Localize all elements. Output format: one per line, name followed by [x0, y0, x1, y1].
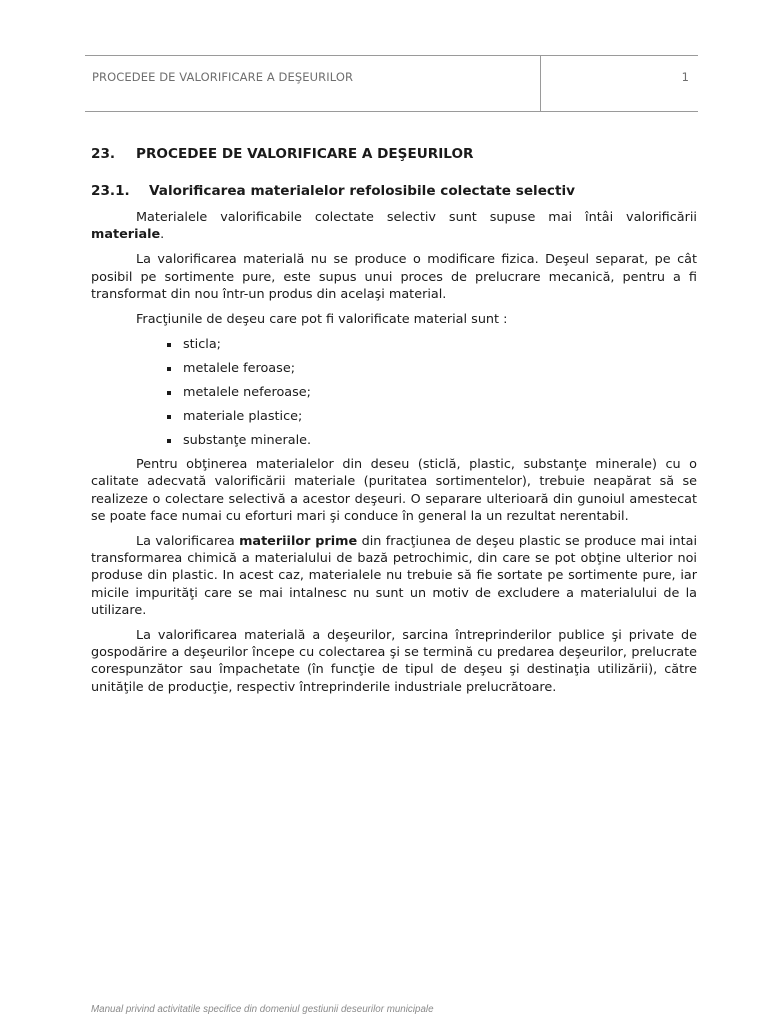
header-divider	[540, 56, 541, 111]
list-item	[166, 360, 697, 377]
p5-rest: din fracţiunea de deşeu plastic se produce mai intai transformarea chimică a materialului de bază petrochimic, din care se pot obţine ulterior noi produse din plastic. In acest caz, materialele nu trebuie să fie sortate pe sortimente pure, iar micile impurităţi care se mai intalnesc nu sunt un motiv de excludere a materialului de la utilizare.	[91, 534, 697, 618]
document-body	[91, 146, 697, 704]
paragraph-6: La valorificarea materială a deşeurilor, sarcina întreprinderilor publice şi private de gospodărire a deşeurilor începe cu colectarea şi se termină cu predarea deşeurilor, prelucrate corespunzător sau împachetate (în funcţie de tipul de deşeu şi destinaţia utilizării), către unităţile de producţie, respectiv întreprinderile industriale prelucrătoare.	[91, 628, 697, 695]
bullet-icon	[167, 391, 171, 395]
list-item	[166, 432, 697, 449]
section-number: 23.	[91, 146, 116, 162]
header-title: PROCEDEE DE VALORIFICARE A DEŞEURILOR	[92, 70, 354, 84]
p1-text: Materialele valorificabile colectate selectiv sunt supuse mai întâi valorificării	[136, 210, 697, 225]
p1-end: .	[160, 227, 165, 243]
page-number: 1	[681, 70, 689, 84]
page-header	[85, 55, 698, 112]
subsection-heading	[91, 183, 697, 199]
list-item	[166, 384, 697, 401]
list-item-label: substanţe minerale.	[183, 433, 312, 449]
list-item-label: materiale plastice;	[183, 409, 303, 425]
list-item	[166, 336, 697, 353]
p5-bold: materiilor prime	[239, 534, 358, 550]
p1-bold: materiale	[91, 227, 161, 243]
bullet-icon	[167, 439, 171, 443]
list-item-label: metalele feroase;	[183, 361, 296, 377]
paragraph-3: Fracţiunile de deşeu care pot fi valorificate material sunt :	[136, 312, 508, 328]
paragraph-1	[91, 209, 697, 243]
bullet-icon	[167, 415, 171, 419]
bullet-icon	[167, 343, 171, 347]
paragraph-2: La valorificarea materială nu se produce o modificare fizica. Deşeul separat, pe cât posibil pe sortimente pure, este supus unui proces de prelucrare mecanică, pentru a fi transformat din nou într-un produs din acelaşi material.	[91, 252, 697, 302]
list-item-label: metalele neferoase;	[183, 385, 311, 401]
section-title: PROCEDEE DE VALORIFICARE A DEŞEURILOR	[136, 146, 474, 162]
subsection-number: 23.1.	[91, 183, 130, 199]
list-item-label: sticla;	[183, 337, 221, 353]
bullet-icon	[167, 367, 171, 371]
fraction-list	[91, 336, 697, 449]
section-heading	[91, 146, 697, 162]
paragraph-4: Pentru obţinerea materialelor din deseu (sticlă, plastic, substanţe minerale) cu o calitate adecvată valorificării materiale (puritatea sortimentelor), trebuie neapărat să se realizeze o colectare selectivă a acestor deşeuri. O separare ulterioară din gunoiul amestecat se poate face numai cu eforturi mari şi conduce în general la un rezultat nerentabil.	[91, 457, 697, 524]
page-footer: Manual privind activitatile specifice din domeniul gestiunii deseurilor municipale	[91, 1004, 434, 1015]
paragraph-5	[91, 533, 697, 619]
list-item	[166, 408, 697, 425]
p5-text: La valorificarea	[136, 534, 240, 550]
subsection-title: Valorificarea materialelor refolosibile colectate selectiv	[149, 183, 576, 199]
